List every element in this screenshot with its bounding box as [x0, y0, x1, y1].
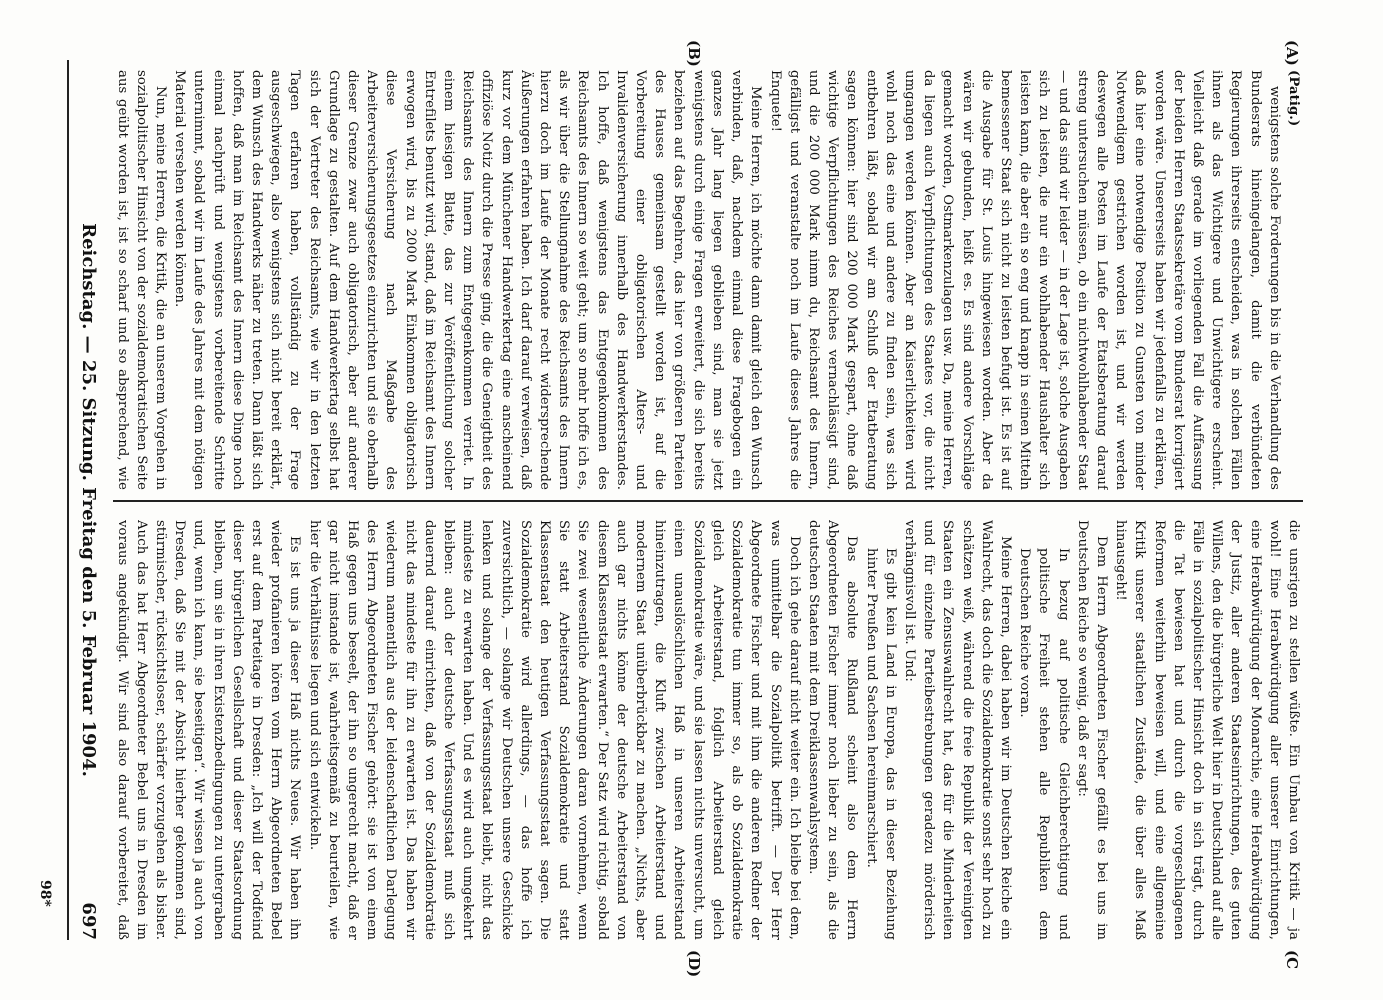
running-title: Reichstag. — 25. Sitzung. Freitag den 5. Februar 1904.: [78, 223, 99, 777]
signature-mark: 98*: [37, 880, 53, 907]
paragraph: Es ist uns ja dieser Haß nichts Neues. Wir haben ihn wieder profanieren hören vom Herrn Abgeordneten Bebel erst auf dem Parteitage in Dresden: „Ich will der Todfeind dieser bürgerlichen Gesellschaft und dieser Staatsordnung bleiben, um sie in ihren Existenzbedingungen zu untergraben und, wenn ich kann, sie beseitigen“. Wir wissen ja auch von Dresden, daß Sie mit der Absicht hierher gekommen sind, stürmischer, rücksichtsloser, schärfer vorzugehen als bisher. Auch das hat Herr Abgeordneter Bebel uns in Dresden im voraus angekündigt. Wir sind also darauf vorbereitet, daß: [114, 520, 303, 940]
paragraph: Das absolute Rußland scheint also dem Herrn Abgeordneten Fischer immer noch lieber zu sein, als die deutschen Staaten mit dem Dreiklassenwahlsystem.: [805, 520, 860, 940]
paragraph: Meine Herren, ich möchte dann damit gleich den Wunsch verbinden, daß, nachdem einmal diese Fragebogen ein ganzes Jahr lang liegen geblieben sind, man sie jetzt wenigstens durch einige Fragen erweitert, die sich bereits beziehen auf das Begehren, das hier von größeren Parteien des Hauses gemeinsam gestellt worden ist, auf die Vorbereitung einer obligatorischen Alters- und Invalidenversicherung innerhalb des Handwerkerstandes. Ich hoffe, daß wenigstens das Entgegenkommen des Reichsamts des Innern so weit geht; um so mehr hoffe ich es, als wir über die Stellungnahme des Reichsamts des Innern hierzu doch im Laufe der Monate recht widersprechende Äußerungen erfahren haben. Ich darf darauf verweisen, daß kurz vor dem Münchener Handwerkertag eine anscheinend offiziöse Notiz durch die Presse ging, die die Geneigtheit des Reichsamts des Innern zum Entgegenkommen verriet. In einem hiesigen Blatte, das zur Veröffentlichung solcher Entrefilets benutzt wird, stand, daß im Reichsamt des Innern erwogen wird, bis zu 2000 Mark Einkommen obligatorisch diese Versicherung nach Maßgabe des Arbeiterversicherungsgesetzes einzurichten und sie oberhalb dieser Grenze zwar auch obligatorisch, aber auf anderer Grundlage zu gestalten. Auf dem Handwerkertag selbst hat sich der Vertreter des Reichsamts, wie wir in den letzten Tagen erfahren haben, vollständig zu der Frage ausgeschwiegen, also wenigstens sich nicht bereit erklärt, dem Wunsch des Handwerks näher zu treten. Dann läßt sich hoffen, daß man im Reichsamt des Innern diese Dinge noch einmal nachprüft und wenigstens vorbereitende Schritte unternimmt, sobald wir im Laufe des Jahres mit dem nötigen Material versehen werden können.: [172, 70, 764, 490]
paragraph: Dem Herrn Abgeordneten Fischer gefällt es bei uns im Deutschen Reiche so wenig, daß er sagt:: [1074, 520, 1109, 940]
margin-mark-c: (C: [1283, 950, 1301, 970]
paragraph: die unsrigen zu stellen wüßte. Ein Umbau von Kritik — ja wohl! Eine Herabwürdigung aller unserer Einrichtungen, eine Herabwürdigung der Monarchie, eine Herabwürdigung der Justiz, aller anderen Staatseinrichtungen, des guten Willens, den die bürgerliche Welt hier in Deutschland auf alle Fälle in sozialpolitischer Hinsicht doch in sich trägt, durch die Tat bewiesen hat und durch die vorgeschlagenen Reformen weiterhin beweisen will, und eine allgemeine Kritik unserer staatlichen Zustände, die über alles Maß hinausgeht!: [1113, 520, 1301, 940]
page-header: [67, 60, 103, 940]
quotation: In bezug auf politische Gleichberechtigung und politische Freiheit stehen alle Republiken dem Deutschen Reiche voran.: [1017, 548, 1071, 940]
paragraph: Meine Herren, dabei haben wir im Deutschen Reiche ein Wahlrecht, das doch die Sozialdemokratie sonst sehr hoch zu schätzen weiß, während die freie Republik der Vereinigten Staaten ein Zensuswahlrecht hat, das für die Minderheiten und für einzelne Parteibestrebungen geradezu mörderisch verhängnisvoll ist. Und:: [901, 520, 1013, 940]
right-column: [113, 520, 1303, 940]
margin-mark-d: (D): [685, 950, 703, 978]
page-number: 697: [78, 902, 99, 940]
column-divider: [113, 500, 1303, 502]
paragraph: Nun, meine Herren, die Kritik, die an unserem Vorgehen in sozialpolitischer Hinsicht von der sozialdemokratischen Seite aus geübt worden ist, ist so scharf und so absprechend, wie: [114, 70, 169, 490]
margin-mark-a: (A): [1283, 40, 1301, 66]
paragraph: wenigstens solche Forderungen bis in die Verhandlung des Bundesrats hineingelangen, damit die verbündeten Regierungen ihrerseits entscheiden, was in solchen Fällen ihnen als das Wichtigere und Unwichtigere erscheint. Vielleicht daß gerade im vorliegenden Fall die Auffassung der beiden Herren Staatssekretäre vom Bundesrat korrigiert worden wäre. Unsererseits haben wir jedenfalls zu erklären, daß hier eine notwendige Position zu Gunsten von minder Notwendigem gestrichen worden ist, und wir werden deswegen alle Posten im Laufe der Etatsberatung darauf streng untersuchen müssen, ob ein nichtwohlhabender Staat — und das sind wir leider — in der Lage ist, solche Ausgaben sich zu leisten, die nur ein wohlhabender Haushalter sich leisten kann, die aber ein so eng und knapp in seinen Mitteln bemessener Staat sich nicht zu leisten befugt ist. Es ist auf die Ausgabe für St. Louis hingewiesen worden. Aber da wären wir gebunden, heißt es. Es sind andere Vorschläge gemacht worden, Ostmarkenzulagen usw. Da, meine Herren, da liegen auch Verpflichtungen des Staates vor, die nicht umgangen werden können. Aber an Kaiserlichkeiten wird wohl noch das eine und andere zu finden sein, was sich entbehren läßt, sobald wir am Schluß der Etatberatung sagen können: hier sind 200 000 Mark gespart, ohne daß wichtige Verpflichtungen des Reiches vernachlässigt sind, und die 200 000 Mark nimm du, Reichsamt des Innern, gefälligst und veranstalte noch im Laufe dieses Jahres die Enquete!: [767, 70, 1282, 490]
left-column: [113, 70, 1303, 490]
speaker-label: (Patig.): [1286, 70, 1301, 127]
margin-mark-b: (B): [685, 40, 703, 67]
quotation: Es gibt kein Land in Europa, das in dieser Beziehung hinter Preußen und Sachsen hereinmarschiert.: [863, 548, 898, 940]
paragraph: Doch ich gehe darauf nicht weiter ein. Ich bleibe bei dem, was unmittelbar die Sozialpolitik betrifft. — Der Herr Abgeordnete Fischer und mit ihm die anderen Redner der Sozialdemokratie tun immer so, als ob Sozialdemokratie gleich Arbeiterstand, folglich Arbeiterstand gleich Sozialdemokratie wäre, und sie lassen nichts unversucht, um einen unauslöschlichen Haß in unseren Arbeiterstand hineinzutragen, die Kluft zwischen Arbeiterstand und modernem Staat unüberbrückbar zu machen. „Nichts, aber auch gar nichts könne der deutsche Arbeiterstand von diesem Klassenstaat erwarten.“ Der Satz wird richtig, sobald Sie zwei wesentliche Änderungen daran vornehmen, wenn Sie statt Arbeiterstand Sozialdemokratie und statt Klassenstaat den heutigen Verfassungsstaat sagen. Die Sozialdemokratie wird allerdings, — das hoffe ich zuversichtlich, — solange wir Deutschen unsere Geschicke lenken und solange der Verfassungsstaat bleibt, nicht das mindeste zu erwarten haben. Und es wird auch umgekehrt bleiben: auch der deutsche Verfassungsstaat muß sich dauernd darauf einrichten, daß von der Sozialdemokratie nicht das mindeste für ihn zu erwarten ist. Das haben wir wiederum namentlich aus der leidenschaftlichen Darlegung des Herrn Abgeordneten Fischer gehört: sie ist von einem Haß gegen uns beseelt, der ihn so ungerecht macht, daß er gar nicht imstande ist, wahrheitsgemäß zu beurteilen, wie hier die Verhältnisse liegen und sich entwickeln.: [306, 520, 802, 940]
